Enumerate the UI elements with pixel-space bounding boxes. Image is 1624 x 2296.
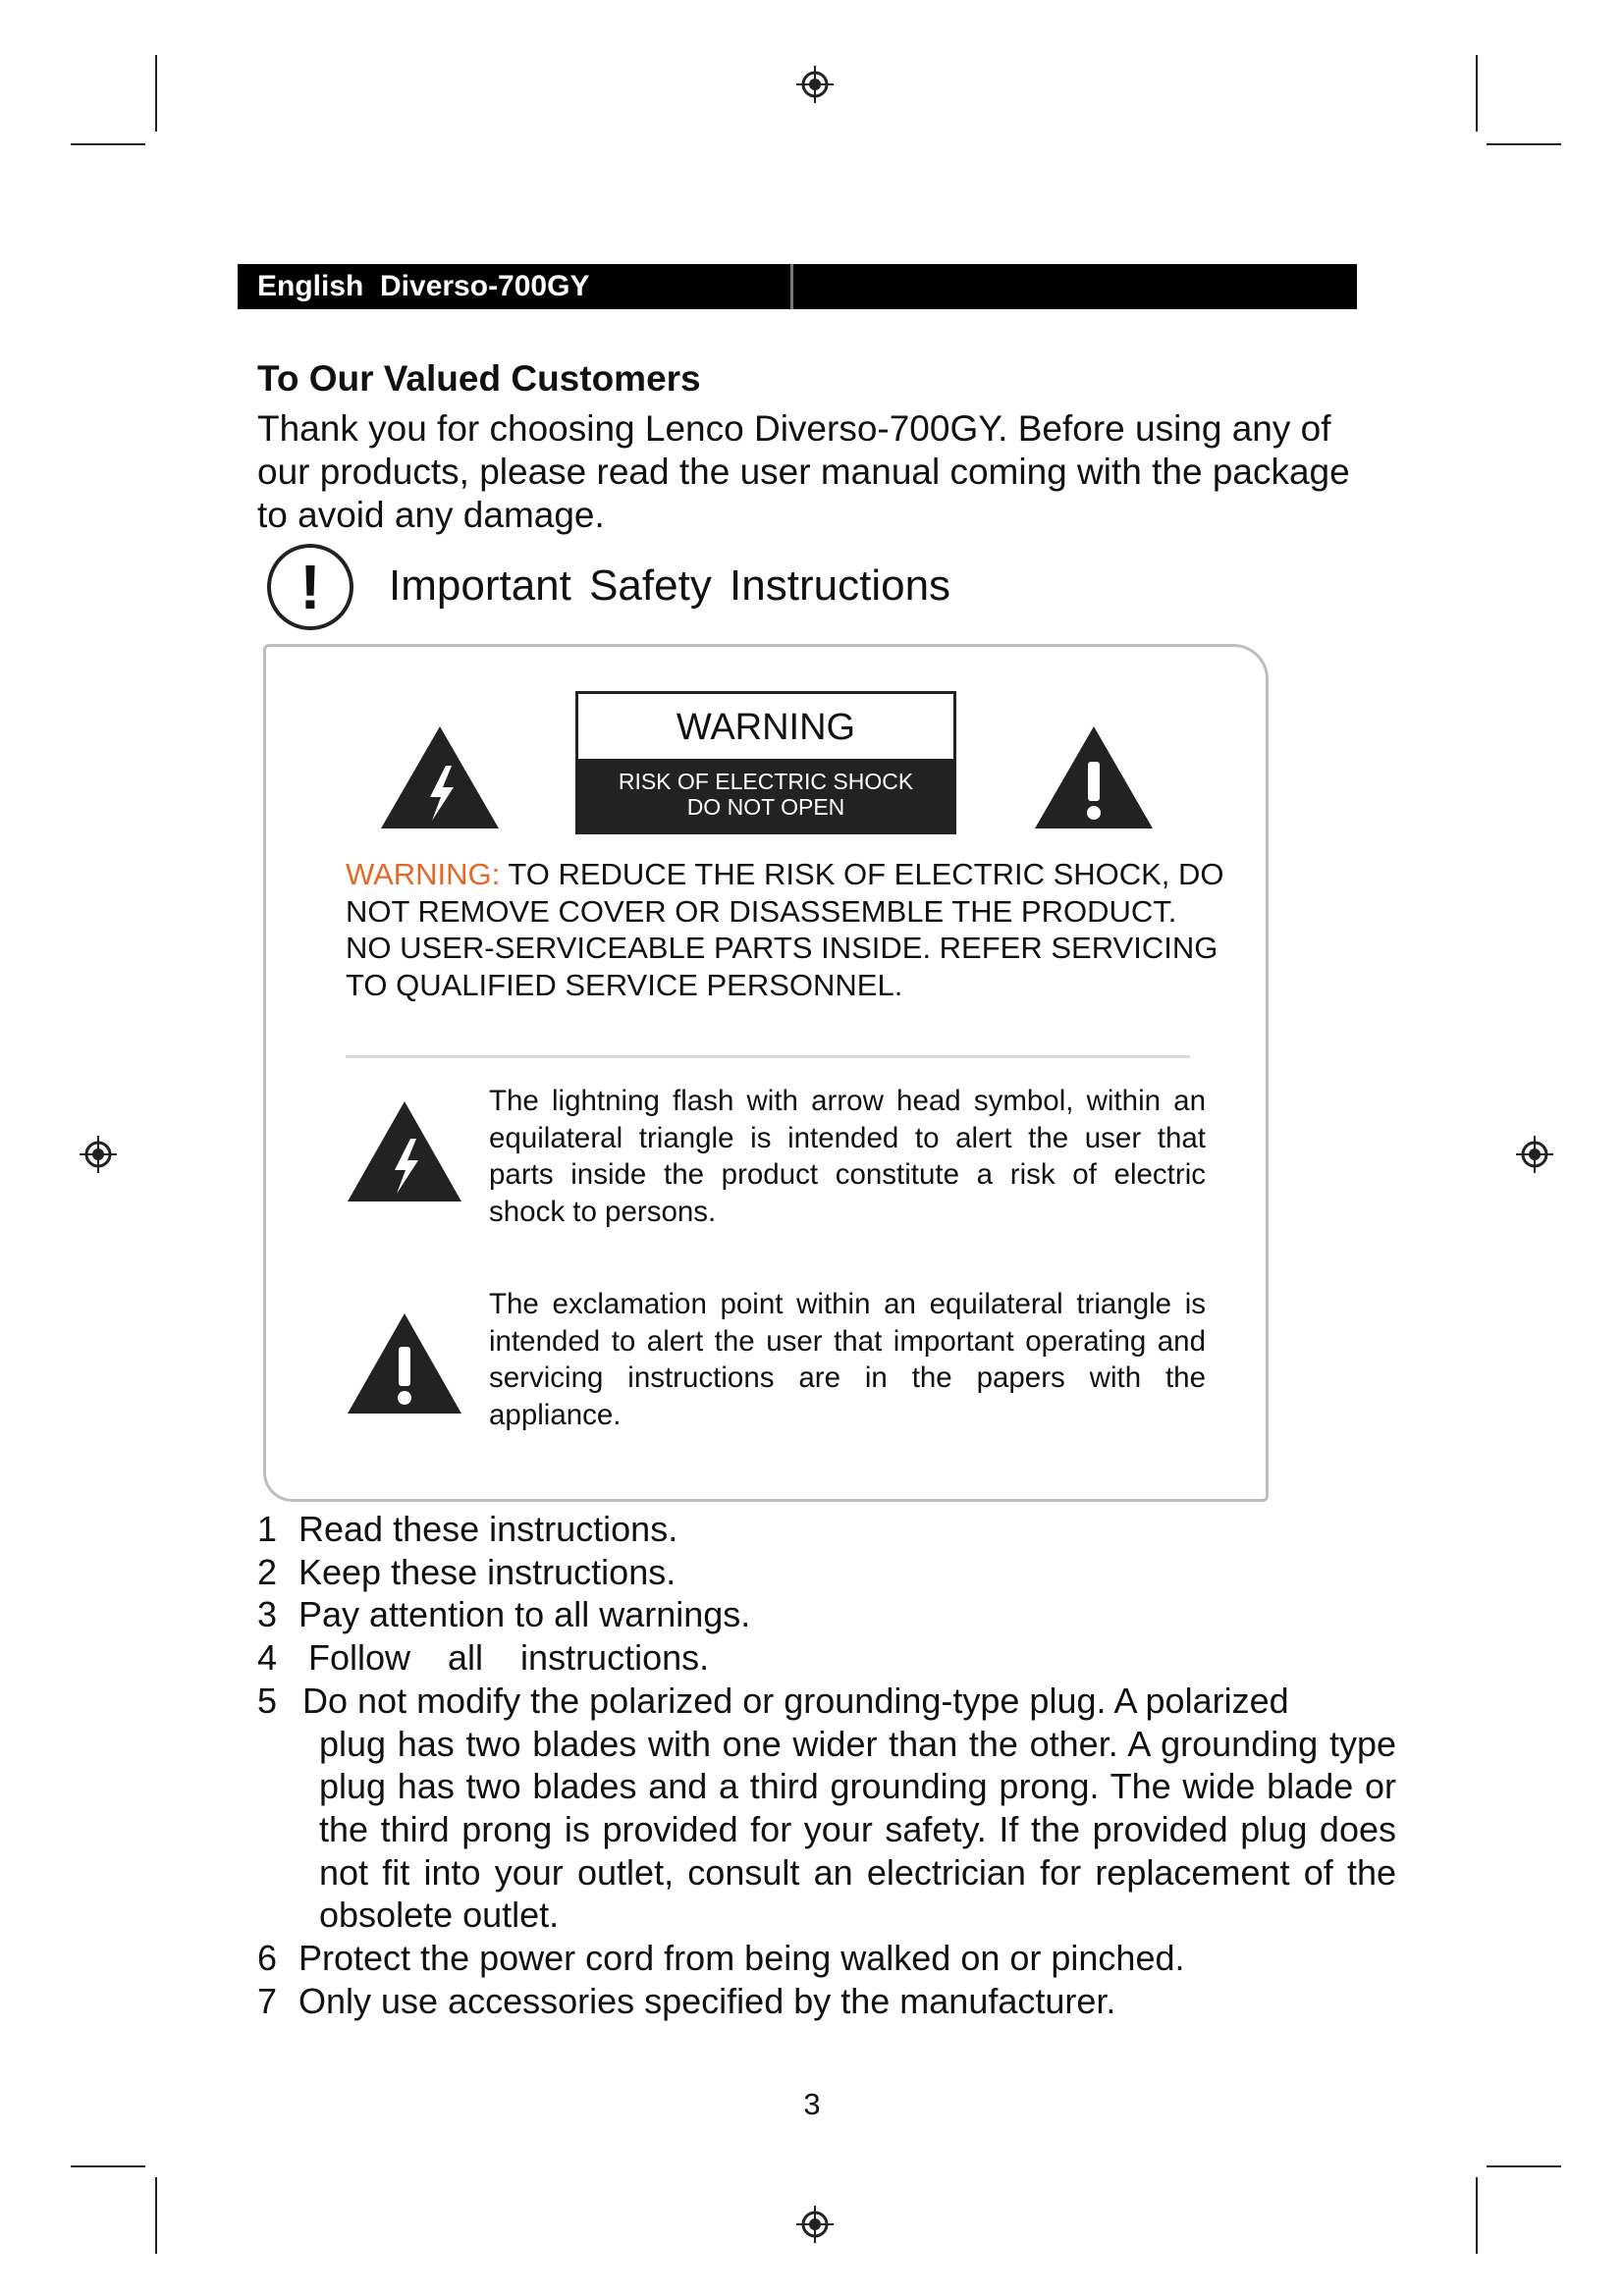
registration-mark-icon	[79, 1135, 118, 1174]
warning-statement	[346, 856, 1229, 1003]
crop-mark-bottom-right-horizontal	[1487, 2165, 1561, 2167]
exclamation-warning-icon	[1033, 724, 1155, 830]
crop-mark-top-right-horizontal	[1487, 143, 1561, 145]
lightning-symbol-description: The lightning flash with arrow head symbol, within an equilateral triangle is intended to alert the user that parts inside the product constitute a risk of electric shock to persons.	[489, 1085, 1206, 1228]
warning-text: TO REDUCE THE RISK OF ELECTRIC SHOCK, DO NOT REMOVE COVER OR DISASSEMBLE THE PRODUCT. NO USER-SERVICEABLE PARTS INSIDE. REFER SERVICING TO QUALIFIED SERVICE PERSONNEL.	[346, 857, 1224, 1002]
list-item	[257, 1680, 1396, 1937]
list-item	[257, 1636, 1396, 1680]
list-item-text: Keep these instructions.	[298, 1551, 677, 1592]
warning-sign-line1: RISK OF ELECTRIC SHOCK	[618, 769, 914, 794]
warning-sign-title: WARNING	[676, 707, 856, 748]
header-model: Diverso-700GY	[380, 270, 590, 302]
list-item	[257, 1551, 1396, 1594]
list-item	[257, 1593, 1396, 1636]
intro-paragraph: Thank you for choosing Lenco Diverso-700GY. Before using any of our products, please read the user manual coming with the package to avoid any damage.	[257, 408, 1350, 535]
exclamation-circle-icon: !	[267, 544, 353, 630]
safety-heading: Important Safety Instructions	[389, 561, 951, 610]
list-item-text: Pay attention to all warnings.	[298, 1594, 751, 1635]
warning-sign-subtitle	[578, 759, 953, 831]
lightning-symbol-icon	[346, 1099, 463, 1203]
instructions-list	[257, 1508, 1396, 2022]
list-item-number: 7	[257, 1980, 278, 2021]
language-header-bar	[238, 264, 1357, 309]
panel-divider	[346, 1055, 1190, 1058]
crop-mark-bottom-right-vertical	[1476, 2177, 1478, 2254]
lightning-warning-icon	[379, 724, 501, 830]
list-item-number: 4	[257, 1637, 278, 1679]
header-language: English	[257, 270, 364, 302]
warning-sign	[575, 691, 956, 834]
warning-sign-line2: DO NOT OPEN	[686, 794, 845, 820]
exclamation-symbol-icon	[346, 1311, 463, 1415]
crop-mark-top-left-vertical	[155, 55, 157, 132]
exclamation-symbol-description: The exclamation point within an equilateral triangle is intended to alert the user that important operating and servicing instructions are in the papers with the appliance.	[489, 1288, 1206, 1431]
header-divider	[790, 264, 793, 309]
list-item	[257, 1980, 1396, 2023]
list-item-text: Protect the power cord from being walked on or pinched.	[298, 1938, 1185, 1979]
list-item-number: 2	[257, 1551, 278, 1592]
intro-title: To Our Valued Customers	[257, 358, 701, 399]
list-item-number: 6	[257, 1938, 278, 1979]
warning-label: WARNING:	[346, 857, 501, 891]
list-item-continuation: plug has two blades with one wider than the other. A grounding type plug has two blades and a third grounding prong. The wide blade or the third prong is provided for your safety. If the provided plug does not fit into your outlet, consult an electrician for replacement of the obsolete outlet.	[319, 1723, 1396, 1936]
crop-mark-bottom-left-horizontal	[71, 2165, 145, 2167]
registration-mark-icon	[795, 65, 835, 104]
page-number: 3	[803, 2087, 821, 2121]
crop-mark-top-right-vertical	[1476, 55, 1478, 132]
crop-mark-bottom-left-vertical	[155, 2177, 157, 2254]
list-item	[257, 1508, 1396, 1551]
list-item-number: 3	[257, 1594, 278, 1635]
list-item-text: Read these instructions.	[298, 1509, 678, 1549]
registration-mark-icon	[795, 2205, 835, 2244]
list-item-number: 1	[257, 1509, 278, 1549]
registration-mark-icon	[1515, 1135, 1554, 1174]
list-item-text: Do not modify the polarized or grounding-type plug. A polarized	[302, 1680, 1289, 1721]
list-item-text: Only use accessories specified by the manufacturer.	[298, 1980, 1116, 2021]
crop-mark-top-left-horizontal	[71, 143, 145, 145]
list-item-text: Follow all instructions.	[308, 1637, 710, 1679]
list-item-number: 5	[257, 1680, 278, 1721]
header-title	[257, 264, 589, 309]
list-item	[257, 1937, 1396, 1980]
